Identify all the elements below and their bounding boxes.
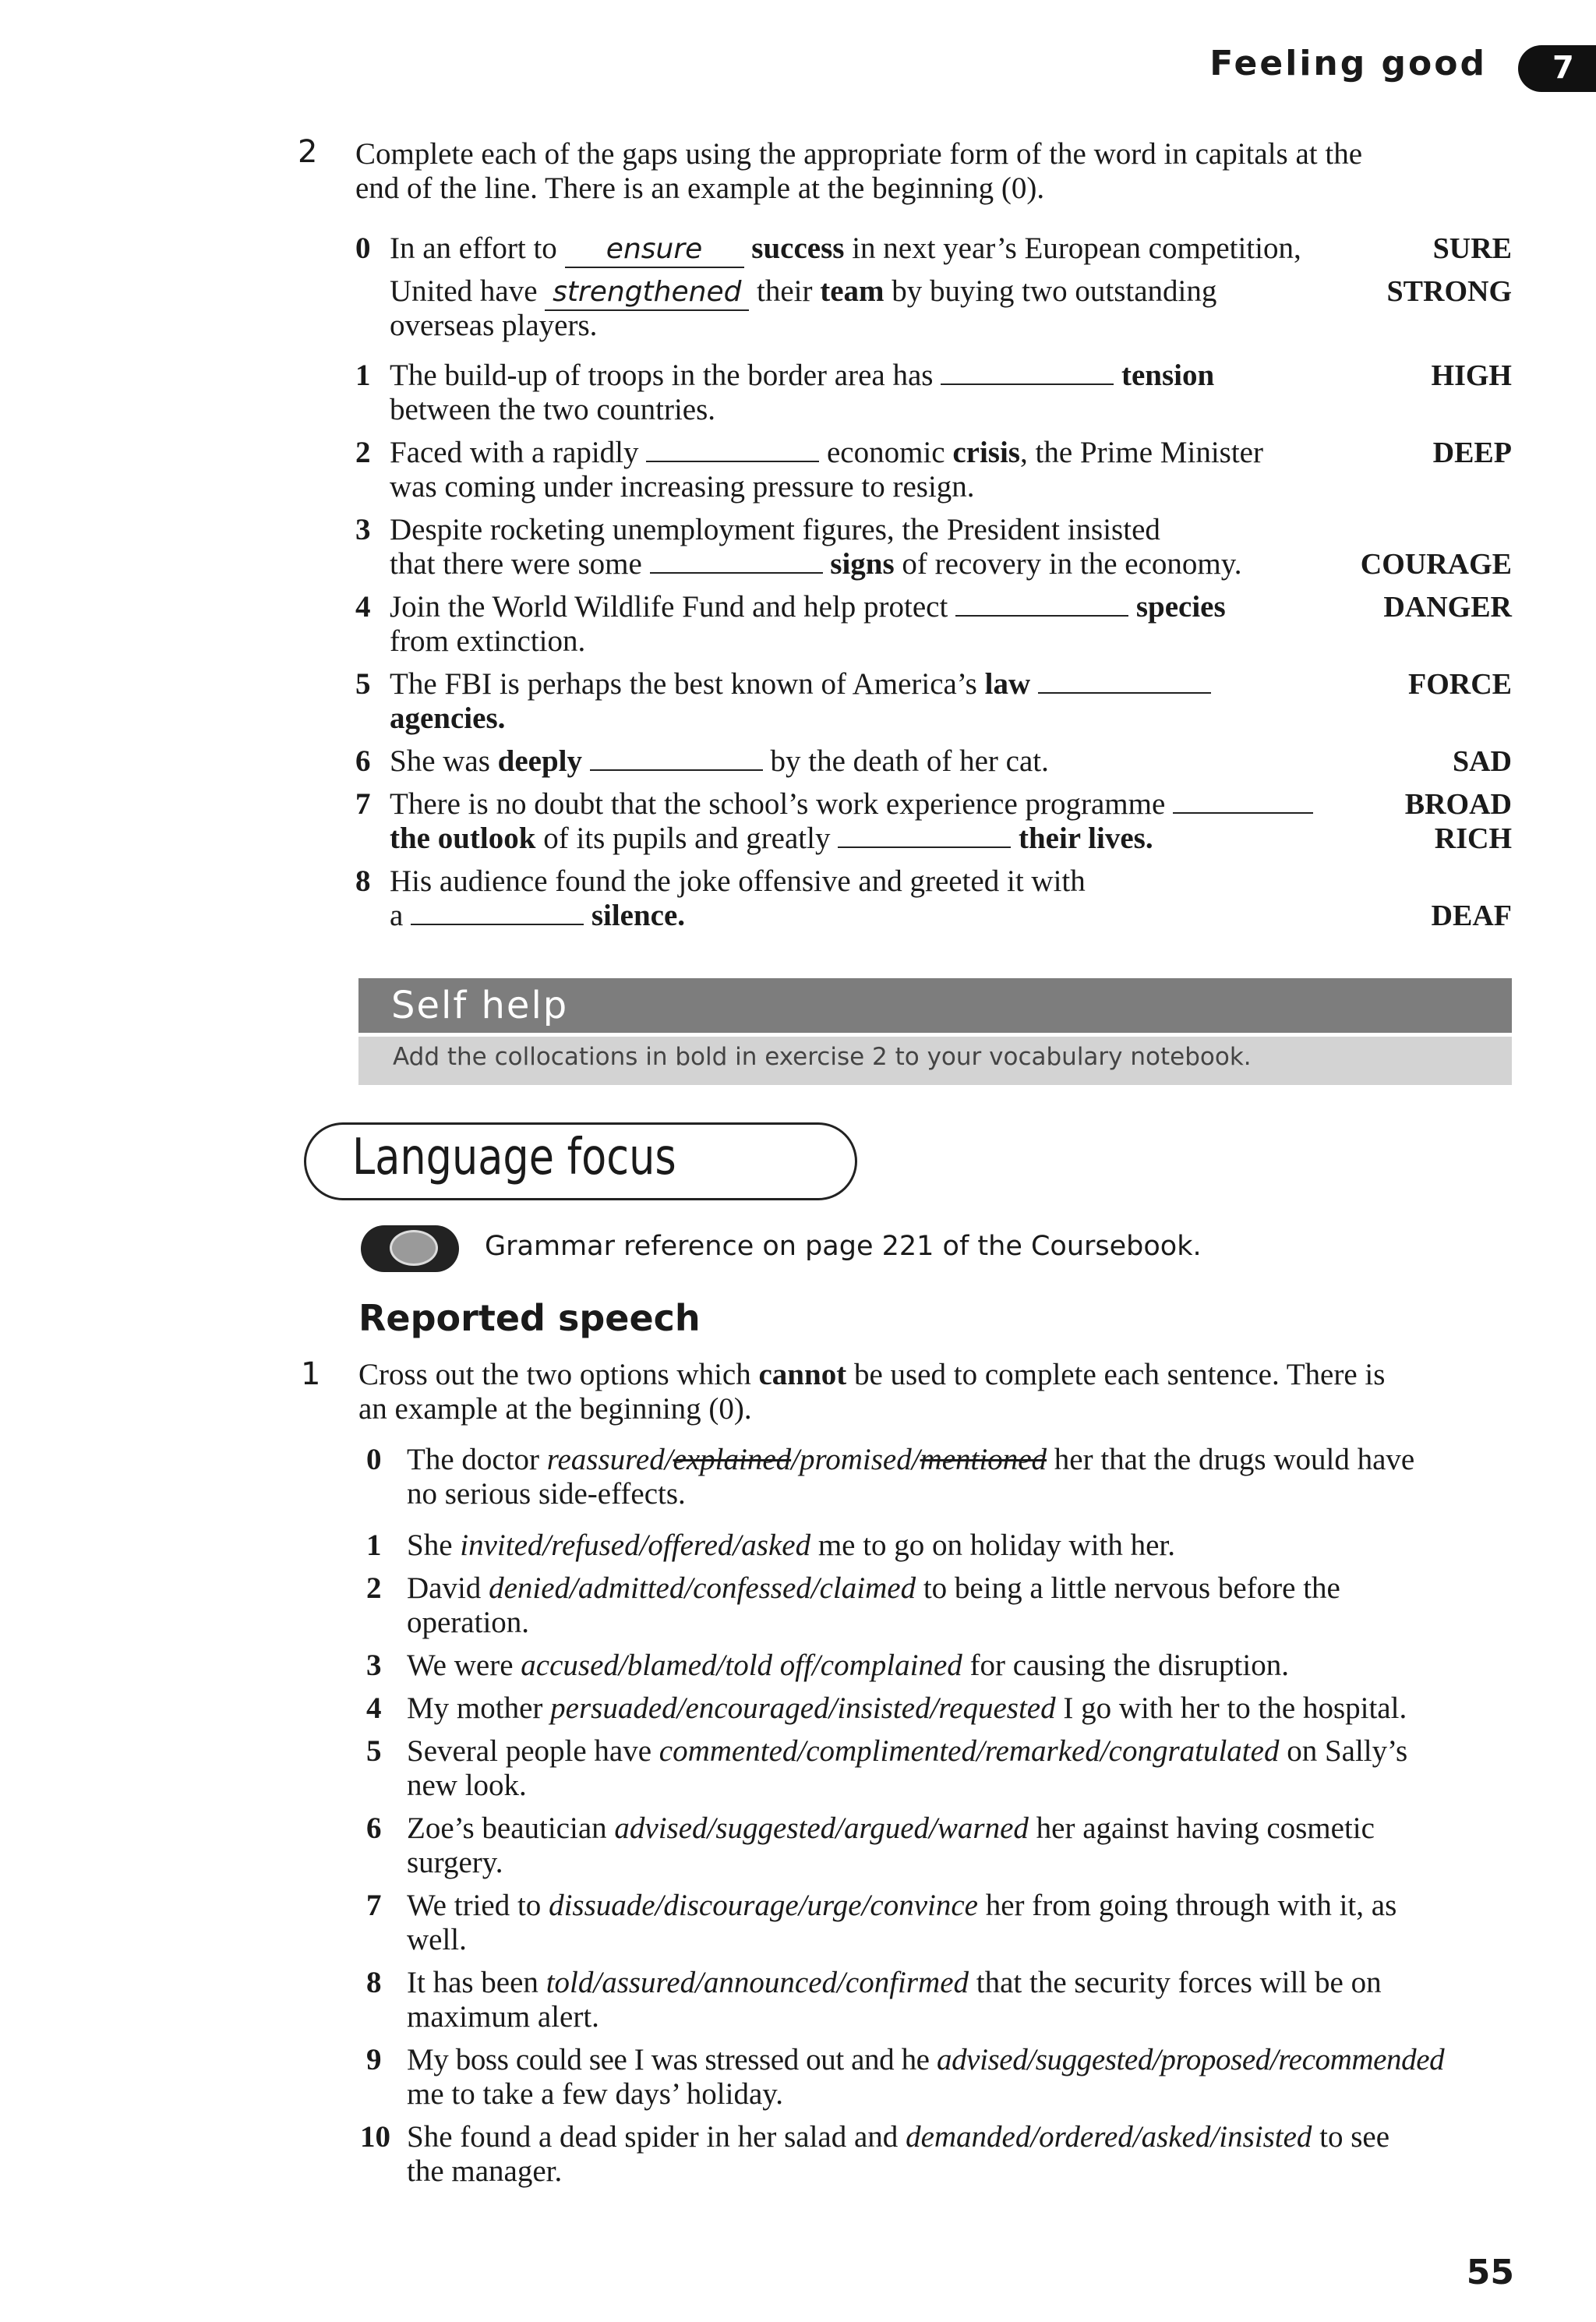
list-item xyxy=(366,1889,1520,1959)
answer-gap[interactable] xyxy=(955,593,1128,617)
list-item xyxy=(360,2120,1520,2190)
item-text: to see xyxy=(1319,2120,1390,2154)
item-text: She xyxy=(407,1529,453,1562)
self-help-text: Add the collocations in bold in exercise 2 to your vocabulary notebook. xyxy=(393,1043,1252,1071)
item-line xyxy=(407,2043,1444,2077)
item-number: 0 xyxy=(366,1443,382,1476)
bold-collocation: silence. xyxy=(591,899,686,932)
item-line: from extinction. xyxy=(390,624,586,658)
item-text: Faced with a rapidly xyxy=(390,436,639,469)
list-item xyxy=(366,1649,1520,1684)
bold-collocation: species xyxy=(1135,590,1226,624)
bold-collocation: crisis xyxy=(952,436,1020,469)
bold-collocation: the outlook xyxy=(390,822,536,855)
chapter-tab: 7 xyxy=(1518,45,1596,92)
instruction-text: Cross out the two options which xyxy=(358,1358,751,1391)
item-line xyxy=(407,1966,1382,2000)
section-subheading: Reported speech xyxy=(358,1297,701,1339)
capital-word: FORCE xyxy=(1408,668,1512,701)
options-text[interactable]: denied/admitted/confessed/claimed xyxy=(489,1571,916,1605)
bold-collocation: team xyxy=(820,274,885,308)
item-number: 9 xyxy=(366,2043,382,2076)
item-line xyxy=(407,1691,1407,1726)
instruction-text: be used to complete each sentence. There is xyxy=(853,1358,1386,1391)
item-text: her from going through with it, as xyxy=(985,1889,1397,1922)
options-text[interactable]: advised/suggested/argued/warned xyxy=(614,1811,1029,1845)
item-text: that there were some xyxy=(390,547,642,581)
item-line xyxy=(390,547,1241,581)
language-focus-title: Language focus xyxy=(352,1129,676,1186)
item-text: My boss could see I was stressed out and he xyxy=(407,2043,930,2076)
item-line: agencies. xyxy=(390,702,506,735)
list-item xyxy=(366,1571,1520,1642)
item-number: 2 xyxy=(355,436,371,469)
item-text: United have xyxy=(390,274,538,308)
options-text[interactable]: demanded/ordered/asked/insisted xyxy=(906,2120,1312,2154)
exercise-number: 1 xyxy=(301,1356,321,1392)
instruction-bold: cannot xyxy=(758,1358,847,1391)
answer-gap[interactable] xyxy=(646,439,819,462)
item-text: She found a dead spider in her salad and xyxy=(407,2120,899,2154)
item-line xyxy=(407,1571,1340,1606)
item-line xyxy=(390,231,1301,268)
item-line: His audience found the joke offensive and greeted it with xyxy=(390,864,1086,898)
item-number: 8 xyxy=(355,864,371,898)
instruction-line xyxy=(358,1358,1385,1392)
item-text: We tried to xyxy=(407,1889,542,1922)
list-item xyxy=(355,667,1512,737)
list-item xyxy=(355,513,1512,583)
item-text: In an effort to xyxy=(390,231,557,265)
page-number: 55 xyxy=(1466,2253,1514,2292)
grammar-reference: Grammar reference on page 221 of the Coursebook. xyxy=(485,1231,1202,1262)
item-line xyxy=(390,436,1263,470)
item-line xyxy=(407,1529,1175,1563)
item-line xyxy=(390,744,1049,779)
item-text: There is no doubt that the school’s work experience programme xyxy=(390,787,1166,821)
list-item xyxy=(355,590,1512,660)
item-number: 2 xyxy=(366,1571,382,1605)
item-line xyxy=(390,787,1313,822)
bold-collocation: deeply xyxy=(497,744,582,778)
list-item xyxy=(366,2043,1520,2113)
capital-word: STRONG xyxy=(1386,275,1512,308)
list-item xyxy=(366,1966,1520,2036)
list-item xyxy=(355,864,1512,935)
answer-gap[interactable] xyxy=(590,747,763,771)
answer-gap[interactable] xyxy=(1173,790,1313,814)
item-number: 8 xyxy=(366,1966,382,1999)
example-item xyxy=(355,231,1512,348)
item-text: The doctor xyxy=(407,1443,540,1476)
crossed-option: mentioned xyxy=(920,1443,1047,1476)
item-text: in next year’s European competition, xyxy=(852,231,1301,265)
item-text: She was xyxy=(390,744,490,778)
item-text: Several people have xyxy=(407,1734,652,1768)
item-number: 5 xyxy=(366,1734,382,1768)
item-line xyxy=(390,822,1153,856)
capital-word: SAD xyxy=(1452,745,1512,778)
item-text: of its pupils and greatly xyxy=(543,822,831,855)
item-number: 4 xyxy=(355,590,371,624)
item-number: 10 xyxy=(360,2120,390,2154)
item-line xyxy=(407,1443,1414,1477)
example-item xyxy=(366,1443,1520,1513)
item-text: , the Prime Minister xyxy=(1020,436,1263,469)
magnifier-lens-icon xyxy=(390,1230,438,1266)
item-text: economic xyxy=(826,436,945,469)
bold-collocation: tension xyxy=(1121,359,1215,392)
running-head: Feeling good xyxy=(1209,44,1487,83)
item-line: overseas players. xyxy=(390,309,598,342)
item-text: that the security forces will be on xyxy=(976,1966,1382,1999)
item-text: for causing the disruption. xyxy=(969,1649,1289,1682)
answer-gap[interactable] xyxy=(941,362,1114,385)
item-number: 6 xyxy=(366,1811,382,1845)
list-item xyxy=(355,359,1512,429)
capital-word: RICH xyxy=(1434,822,1512,855)
item-text: My mother xyxy=(407,1691,543,1725)
example-answer: ensure xyxy=(565,232,744,268)
item-line: the manager. xyxy=(407,2154,563,2188)
item-number: 7 xyxy=(355,787,371,821)
item-text: of recovery in the economy. xyxy=(902,547,1242,581)
item-number: 3 xyxy=(366,1649,382,1682)
option-text: /promised/ xyxy=(791,1443,920,1476)
capital-word: HIGH xyxy=(1431,359,1512,392)
capital-word: COURAGE xyxy=(1360,548,1512,581)
item-text: Zoe’s beautician xyxy=(407,1811,607,1845)
item-number: 1 xyxy=(355,359,371,392)
capital-word: DANGER xyxy=(1383,591,1512,624)
list-item xyxy=(355,436,1512,506)
item-number: 1 xyxy=(366,1529,382,1562)
item-line: well. xyxy=(407,1923,467,1956)
options-text[interactable]: commented/complimented/remarked/congratulated xyxy=(659,1734,1280,1768)
item-number: 7 xyxy=(366,1889,382,1922)
item-line xyxy=(390,899,685,933)
capital-word: SURE xyxy=(1432,232,1512,265)
item-line: operation. xyxy=(407,1606,530,1639)
item-line xyxy=(407,2120,1389,2154)
example-answer: strengthened xyxy=(545,275,749,311)
item-number: 6 xyxy=(355,744,371,778)
item-line xyxy=(390,274,1216,311)
capital-word: DEAF xyxy=(1431,899,1512,932)
item-line xyxy=(407,1649,1289,1683)
item-number: 4 xyxy=(366,1691,382,1725)
item-text: The FBI is perhaps the best known of America’s xyxy=(390,667,977,701)
capital-word: DEEP xyxy=(1432,436,1512,469)
list-item xyxy=(366,1691,1520,1727)
list-item xyxy=(355,744,1512,780)
answer-gap[interactable] xyxy=(838,825,1011,848)
item-line xyxy=(390,667,1211,702)
item-text: We were xyxy=(407,1649,514,1682)
options-text[interactable]: accused/blamed/told off/complained xyxy=(521,1649,962,1682)
options-text[interactable]: invited/refused/offered/asked xyxy=(460,1529,811,1562)
item-number: 5 xyxy=(355,667,371,701)
item-text: I go with her to the hospital. xyxy=(1063,1691,1407,1725)
item-number: 0 xyxy=(355,231,371,265)
item-line xyxy=(390,590,1226,624)
item-text: The build-up of troops in the border area has xyxy=(390,359,934,392)
list-item xyxy=(366,1529,1520,1564)
options-text[interactable]: advised/suggested/proposed/recommended xyxy=(936,2043,1445,2076)
item-line xyxy=(407,1889,1396,1923)
item-text: on Sally’s xyxy=(1287,1734,1408,1768)
item-line xyxy=(407,1811,1375,1846)
item-line: new look. xyxy=(407,1769,527,1802)
item-line xyxy=(407,1734,1407,1769)
item-line: surgery. xyxy=(407,1846,503,1879)
item-line: between the two countries. xyxy=(390,393,716,426)
item-text: her against having cosmetic xyxy=(1036,1811,1375,1845)
list-item xyxy=(355,787,1512,857)
item-line: me to take a few days’ holiday. xyxy=(407,2077,783,2111)
item-line: was coming under increasing pressure to resign. xyxy=(390,470,975,504)
self-help-title: Self help xyxy=(391,984,569,1027)
option-text: reassured/ xyxy=(546,1443,673,1476)
bold-collocation: signs xyxy=(830,547,895,581)
item-text: David xyxy=(407,1571,482,1605)
bold-collocation: success xyxy=(751,231,845,265)
options-text[interactable]: persuaded/encouraged/insisted/requested xyxy=(550,1691,1056,1725)
item-line xyxy=(390,359,1214,393)
item-text: to being a little nervous before the xyxy=(923,1571,1340,1605)
options-text[interactable]: told/assured/announced/confirmed xyxy=(546,1966,969,1999)
instruction-line: an example at the beginning (0). xyxy=(358,1392,752,1426)
capital-word: BROAD xyxy=(1404,788,1512,821)
item-line: maximum alert. xyxy=(407,2000,599,2034)
item-text: her that the drugs would have xyxy=(1054,1443,1415,1476)
exercise-number: 2 xyxy=(298,134,318,170)
answer-gap[interactable] xyxy=(650,550,823,574)
item-line: Despite rocketing unemployment figures, the President insisted xyxy=(390,513,1160,546)
item-text: by buying two outstanding xyxy=(892,274,1217,308)
item-number: 3 xyxy=(355,513,371,546)
instruction-line: end of the line. There is an example at the beginning (0). xyxy=(355,171,1045,205)
options-text[interactable]: dissuade/discourage/urge/convince xyxy=(549,1889,978,1922)
answer-gap[interactable] xyxy=(411,902,584,925)
item-text: by the death of her cat. xyxy=(770,744,1049,778)
list-item xyxy=(366,1811,1520,1882)
answer-gap[interactable] xyxy=(1038,670,1211,694)
bold-collocation: law xyxy=(984,667,1031,701)
item-line: no serious side-effects. xyxy=(407,1477,686,1511)
item-text: It has been xyxy=(407,1966,538,1999)
bold-collocation: their lives. xyxy=(1018,822,1153,855)
item-text: a xyxy=(390,899,404,932)
crossed-option: explained xyxy=(673,1443,792,1476)
list-item xyxy=(366,1734,1520,1804)
item-text: me to go on holiday with her. xyxy=(817,1529,1176,1562)
item-text: Join the World Wildlife Fund and help protect xyxy=(390,590,948,624)
instruction-line: Complete each of the gaps using the appropriate form of the word in capitals at the xyxy=(355,137,1363,171)
item-text: their xyxy=(757,274,813,308)
